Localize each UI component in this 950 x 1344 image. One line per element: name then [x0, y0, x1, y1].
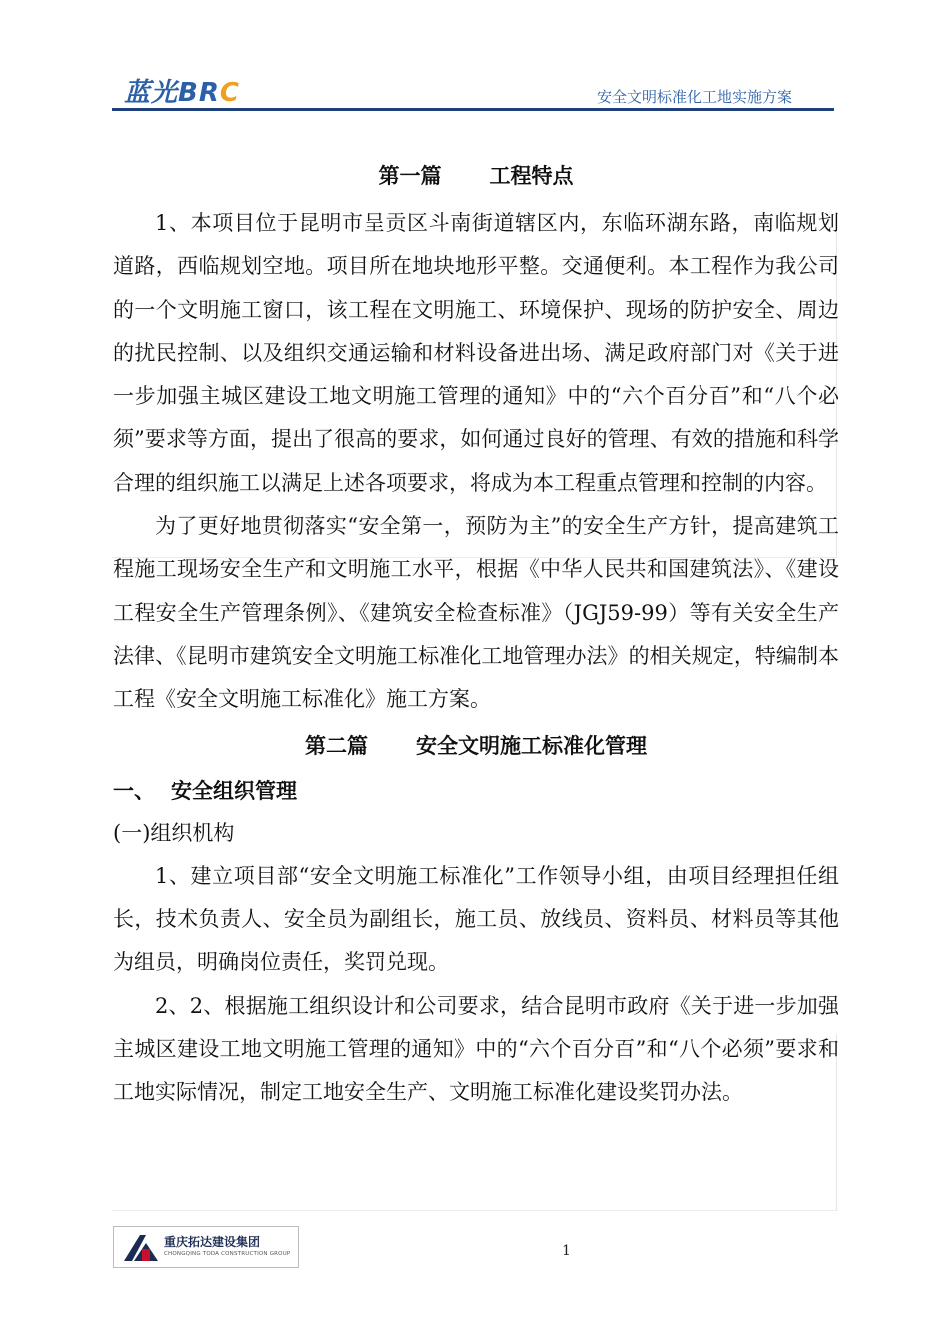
- paragraph: 2、2、根据施工组织设计和公司要求，结合昆明市政府《关于进一步加强主城区建设工地文明施工管理的通知》中的“六个百分百”和“八个必须”要求和工地实际情况，制定工地安全生产、文明施工标准化建设奖罚办法。: [113, 993, 839, 1105]
- header-title: 安全文明标准化工地实施方案: [596, 88, 792, 106]
- company-name-en: CHONGQING TODA CONSTRUCTION GROUP: [164, 1251, 291, 1257]
- frame-line: [112, 1210, 838, 1211]
- paragraph: 为了更好地贯彻落实“安全第一，预防为主”的安全生产方针，提高建筑工程施工现场安全生产和文明施工水平，根据《中华人民共和国建筑法》、《建设工程安全生产管理条例》、《建筑安全检查标准》（JGJ59-99）等有关安全生产法律、《昆明市建筑安全文明施工标准化工地管理办法》的相关规定，特编制本工程《安全文明施工标准化》施工方案。: [113, 514, 839, 712]
- brand-logo: [124, 72, 240, 109]
- paragraph: 1、建立项目部“安全文明施工标准化”工作领导小组，由项目经理担任组长，技术负责人、安全员为副组长，施工员、放线员、资料员、材料员等其他为组员，明确岗位责任，奖罚兑现。: [113, 863, 839, 975]
- company-logo: [113, 1226, 299, 1268]
- logo-cn: 蓝光: [124, 78, 179, 108]
- section-number: 一、: [113, 778, 155, 803]
- company-mark-icon: [120, 1231, 160, 1263]
- part1-title: 工程特点: [489, 164, 574, 188]
- company-name-cn: 重庆拓达建设集团: [164, 1235, 261, 1249]
- part1-label: 第一篇: [378, 164, 442, 188]
- part2-label: 第二篇: [305, 733, 368, 758]
- logo-brc: BR: [178, 78, 220, 108]
- section-heading: [113, 770, 839, 812]
- page-number: 1: [562, 1243, 571, 1259]
- paragraph: 1、本项目位于昆明市呈贡区斗南街道辖区内，东临环湖东路，南临规划道路，西临规划空地。项目所在地块地形平整。交通便利。本工程作为我公司的一个文明施工窗口，该工程在文明施工、环境保护、现场的防护安全、周边的扰民控制、以及组织交通运输和材料设备进出场、满足政府部门对《关于进一步加强主城区建设工地文明施工管理的通知》中的“六个百分百”和“八个必须”要求等方面，提出了很高的要求，如何通过良好的管理、有效的措施和科学合理的组织施工以满足上述各项要求，将成为本工程重点管理和控制的内容。: [113, 211, 839, 495]
- part2-heading: [113, 722, 839, 770]
- part2-title: 安全文明施工标准化管理: [416, 733, 647, 758]
- document-body: [113, 150, 839, 1115]
- header-divider: [112, 108, 834, 111]
- part1-heading: [113, 150, 839, 202]
- logo-brc-c: C: [219, 78, 240, 108]
- page-header: [112, 66, 834, 112]
- subsection-heading: (一)组织机构: [113, 820, 235, 845]
- section-title: 安全组织管理: [171, 778, 297, 803]
